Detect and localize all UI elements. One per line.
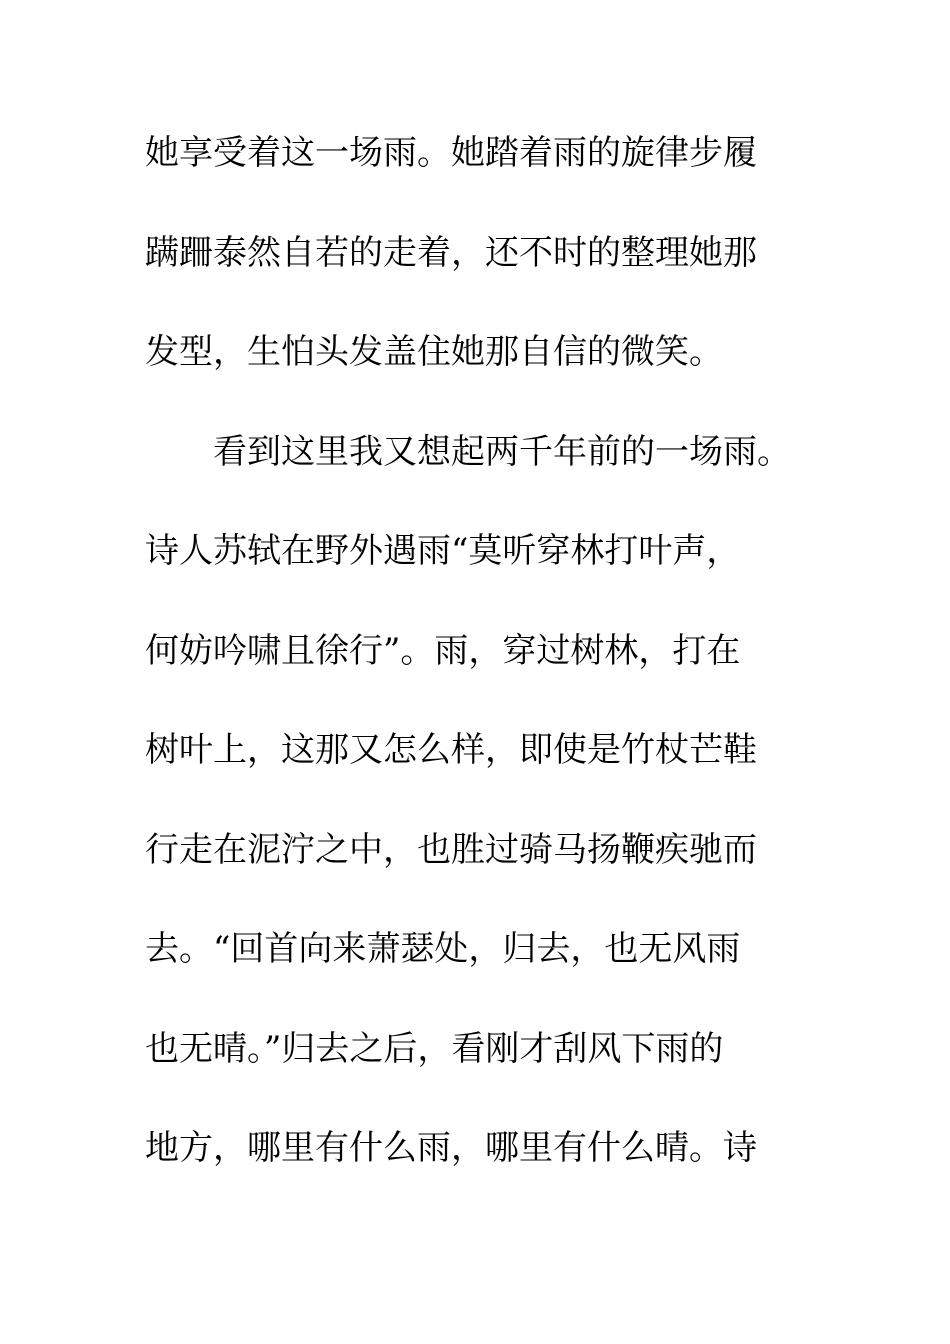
text-line-8: 行走在泥泞之中，也胜过骑马扬鞭疾驰而 (145, 830, 757, 870)
text-line-10: 也无晴。”归去之后，看刚才刮风下雨的 (145, 1029, 724, 1069)
text-line-9: 去。“回首向来萧瑟处，归去，也无风雨 (145, 929, 741, 969)
text-line-7: 树叶上，这那又怎么样，即使是竹杖芒鞋 (145, 730, 757, 770)
text-line-2: 蹒跚泰然自若的走着，还不时的整理她那 (145, 233, 757, 273)
text-line-3: 发型，生怕头发盖住她那自信的微笑。 (145, 332, 723, 372)
text-line-11: 地方，哪里有什么雨，哪里有什么晴。诗 (145, 1128, 757, 1168)
text-line-6: 何妨吟啸且徐行”。雨，穿过树林，打在 (145, 631, 741, 671)
text-line-5: 诗人苏轼在野外遇雨“莫听穿林打叶声， (145, 531, 741, 571)
text-line-1: 她享受着这一场雨。她踏着雨的旋律步履 (145, 133, 757, 173)
text-line-4-paragraph-start: 看到这里我又想起两千年前的一场雨。 (213, 432, 791, 472)
